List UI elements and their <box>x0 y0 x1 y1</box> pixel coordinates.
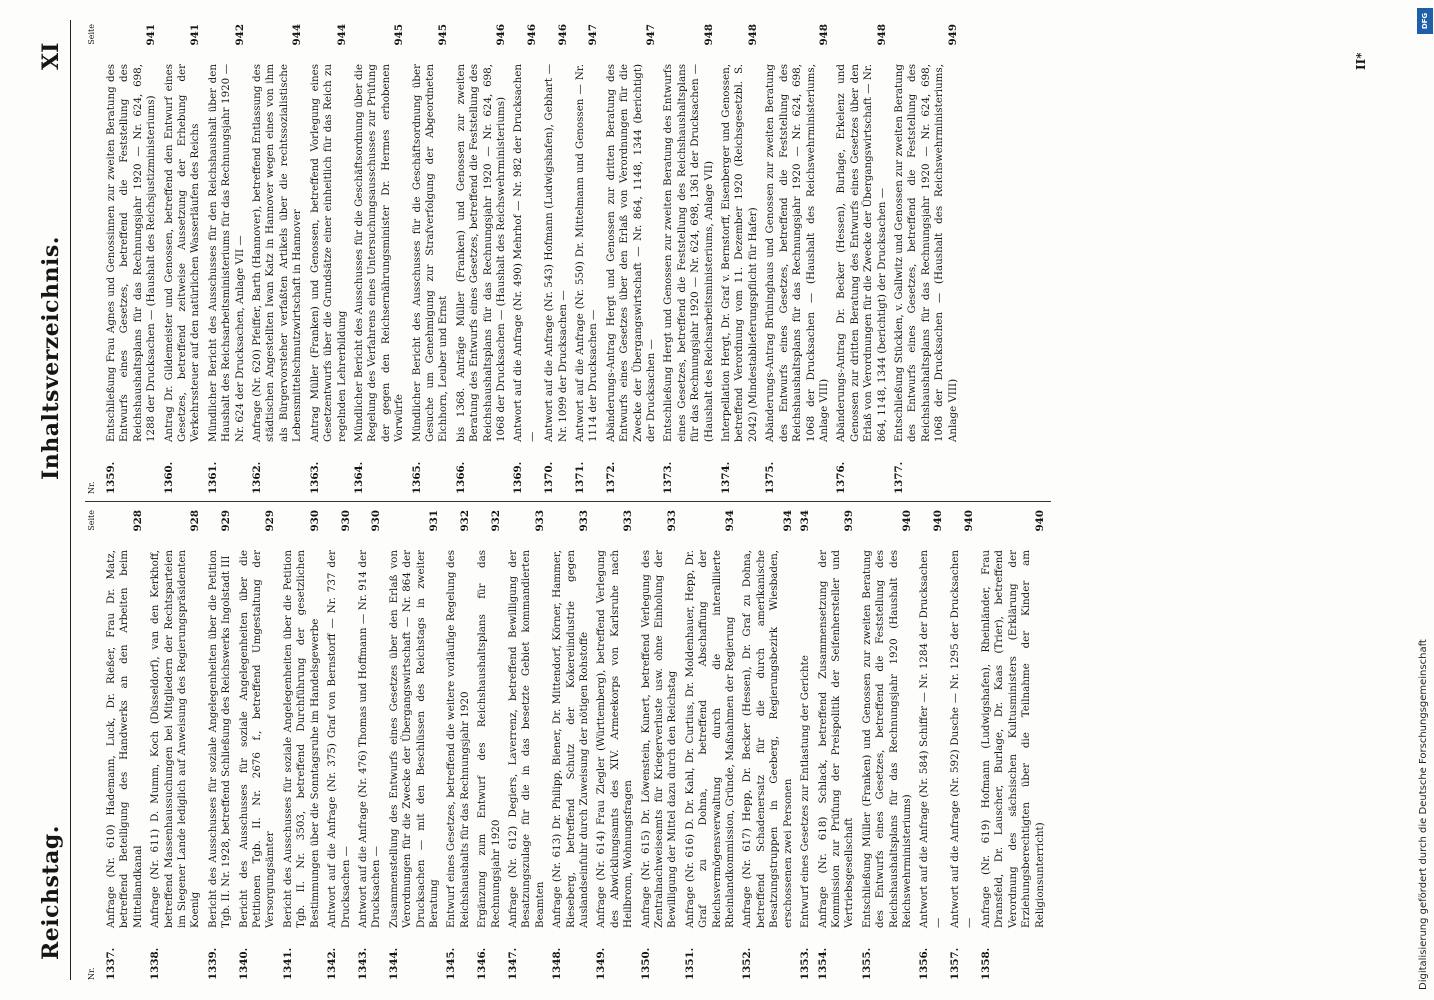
entry-page: 941 <box>145 24 158 46</box>
entry-text: Antwort auf die Anfrage (Nr. 543) Hofmann (Ludwigshafen), Gebhart — Nr. 1099 der Drucksachen — <box>543 64 569 442</box>
index-entry <box>574 24 601 494</box>
index-entry <box>835 24 889 494</box>
entry-number: 1360. <box>162 461 175 494</box>
entry-text: Mündlicher Bericht des Ausschusses für die Geschäftsordnung über Gesuche um Genehmigung zur Strafverfolgung der Abgeordneten Eichhorn, Leuber und Ernst <box>410 64 450 442</box>
right-entry-list <box>105 24 960 494</box>
entry-text: Entwurf eines Gesetzes, betreffend die weitere vorläufige Regelung des Reichshaushalts für das Rechnungsjahr 1920 <box>445 550 471 928</box>
rotated-page-content <box>5 0 1405 1000</box>
entry-text: Ergänzung zum Entwurf des Reichshaushaltsplans für das Rechnungsjahr 1920 <box>476 550 502 928</box>
entry-text: Anfrage (Nr. 612) Degiers, Laverrenz, betreffend Bewilligung der Besatzungszulage für die in das besetzte Gebiet kommandierten Beamten <box>506 550 546 928</box>
entry-number: 1347. <box>506 947 519 980</box>
index-entry <box>918 510 945 980</box>
entry-page: 932 <box>458 510 471 532</box>
entry-number: 1346. <box>476 947 489 980</box>
digitization-note: Digitalisierung gefördert durch die Deutsche Forschungsgemeinschaft <box>1418 639 1429 990</box>
nr-label: Nr. <box>87 967 96 980</box>
signature-mark: II* <box>1354 52 1368 70</box>
entry-page: 946 <box>556 24 569 46</box>
entry-page: 949 <box>946 24 959 46</box>
entry-number: 1349. <box>595 947 608 980</box>
index-entry <box>720 24 760 494</box>
index-entry <box>799 510 812 980</box>
index-entry <box>949 510 976 980</box>
entry-page: 948 <box>746 24 759 46</box>
entry-number: 1358. <box>979 947 992 980</box>
entry-page: 948 <box>875 24 888 46</box>
entry-page: 934 <box>781 510 794 532</box>
entry-page: 945 <box>393 24 406 46</box>
entry-text: Antwort auf die Anfrage (Nr. 592) Dusche — Nr. 1295 der Drucksachen — <box>949 550 975 928</box>
entry-text: Anfrage (Nr. 617) Hepp, Dr. Becker (Hessen), Dr. Graf zu Dohna, betreffend Schadenersatz für die durch amerikanische Besatzungstruppen in Geeberg, Regierungsbezirk Wiesbaden, erschossenen zwei Personen <box>741 550 794 928</box>
entry-text: Bericht des Ausschusses für soziale Angelegenheiten über die Petitionen Tgb. II. Nr. 2676 f., betreffend Umgestaltung der Versorgungsämter <box>237 550 277 928</box>
entry-page: 929 <box>264 510 277 532</box>
entry-number: 1341. <box>281 947 294 980</box>
entry-page: 944 <box>335 24 348 46</box>
entry-number: 1359. <box>105 461 117 494</box>
index-entry <box>251 24 305 494</box>
entry-page: 933 <box>533 510 546 532</box>
index-entry <box>238 510 278 980</box>
entry-number: 1344. <box>387 947 400 980</box>
entry-page: 934 <box>799 510 812 532</box>
entry-number: 1377. <box>892 461 905 494</box>
entry-text: Anfrage (Nr. 618) Schlack, betreffend Zusammensetzung der Kommission zur Prüfung der Preispolitik der Seifenhersteller und Vertriebsgesellschaft <box>816 550 856 928</box>
entry-number: 1375. <box>764 461 777 494</box>
entry-number: 1342. <box>326 947 339 980</box>
entry-text: Entschließung Hergt und Genossen zur zweiten Beratung des Entwurfs eines Gesetzes, betreffend die Feststellung des Reichshaushaltsplans für das Rechnungsjahr 1920 — Nr. 624, 698, 1361 der Drucksachen — (Haushalt des Reichsarbeitsministeriums, Anlage VII) <box>662 64 715 442</box>
entry-number: 1345. <box>445 947 458 980</box>
entry-text: Antrag Dr. Gildemeister und Genossen, betreffend den Entwurf eines Gesetzes, betreffend zeitweise Aussetzung der Erhebung der Verkehrssteuer auf den natürlichen Wasserläufen des Reichs <box>162 64 202 442</box>
entry-page: 930 <box>370 510 383 532</box>
index-entry <box>326 510 353 980</box>
entry-text: Antwort auf die Anfrage (Nr. 584) Schiffer — Nr. 1284 der Drucksachen — <box>918 550 944 928</box>
seite-label: Seite <box>87 24 96 45</box>
left-column <box>85 501 1051 980</box>
entry-text: Abänderungs-Antrag Hergt und Genossen zur dritten Beratung des Entwurfs eines Gesetzes über den Erlaß von Verordnungen für die Zwecke der Übergangswirtschaft — Nr. 864, 1148, 1344 (berichtigt) der Drucksachen — <box>604 64 658 442</box>
entry-number: 1357. <box>949 947 962 980</box>
entry-text: Entschließung Stücklen, v. Gallwitz und Genossen zur zweiten Beratung des Entwurfs eines Gesetzes, betreffend die Feststellung des Reichshaushaltsplans für das Rechnungsjahr 1920 — Nr. 624, 698, 1068 der Drucksachen — (Haushalt des Reichswehrministeriums, Anlage VIII) <box>892 64 959 442</box>
entry-page: 945 <box>437 24 450 46</box>
nr-label: Nr. <box>87 481 96 494</box>
index-entry <box>980 510 1047 980</box>
entry-number: 1354. <box>816 947 829 980</box>
entry-page: 947 <box>645 24 658 46</box>
entry-page: 940 <box>931 510 944 532</box>
entry-number: 1353. <box>799 947 812 980</box>
entry-page: 930 <box>339 510 352 532</box>
right-column-head <box>85 24 99 494</box>
index-entry <box>595 510 635 980</box>
entry-text: Bericht des Ausschusses für soziale Angelegenheiten über die Petition Tgb. II. Nr. 1928, betreffend Schließung des Reichswerks Ingolstadt III <box>206 550 233 928</box>
index-entry <box>507 510 547 980</box>
entry-page: 941 <box>189 24 202 46</box>
index-entry <box>476 510 503 980</box>
entry-number: 1364. <box>352 461 365 494</box>
entry-page: 934 <box>724 510 737 532</box>
index-entry <box>764 24 831 494</box>
entry-number: 1355. <box>860 947 873 980</box>
index-entry <box>357 510 384 980</box>
entry-number: 1362. <box>251 461 264 494</box>
index-entry <box>411 24 451 494</box>
index-entry <box>353 24 407 494</box>
entry-page: 946 <box>525 24 538 46</box>
entry-text: Anfrage (Nr. 619) Hofmann (Ludwigshafen), Rheinländer, Frau Dransfeld, Dr. Lauscher, Burlage, Dr. Kaas (Trier), betreffend Verordnung des sächsischen Kultusministers (Erklärung der Erziehungsberechtigten über die Teilnahme der Kinder am Religionsunterricht) <box>979 550 1046 928</box>
entry-text: Entschließung Frau Agnes und Genossinnen zur zweiten Beratung des Entwurfs eines Gesetzes, betreffend die Feststellung des Reichshaushaltsplans für das Rechnungsjahr 1920 — Nr. 624, 698, 1288 der Drucksachen — (Haushalt des Reichsjustizministeriums) <box>105 64 158 442</box>
entry-text: Interpellation Hergt, Dr. Graf v. Bernstorff, Eisenberger und Genossen, betreffend Verordnung vom 11. Dezember 1920 (Reichsgesetzbl. S. 2042) (Mindestablieferungspflicht für Hafer) <box>720 64 759 442</box>
entry-text: Antwort auf die Anfrage (Nr. 375) Graf von Bernstorff — Nr. 737 der Drucksachen — <box>326 550 352 928</box>
entry-number: 1348. <box>551 947 564 980</box>
index-entry <box>455 24 509 494</box>
entry-page: 930 <box>308 510 321 532</box>
entry-number: 1343. <box>356 947 369 980</box>
entry-number: 1350. <box>639 947 652 980</box>
index-entry <box>207 510 234 980</box>
entry-page: 931 <box>427 510 440 532</box>
entry-text: Anfrage (Nr. 611) D. Mumm, Koch (Düsseldorf), van den Kerkhoff, betreffend Massenhaussuchungen bei Mitgliedern der Rechtsparteien im Siegener Lande lediglich auf Anweisung des Regierungspräsidenten Koenig <box>149 550 202 928</box>
entry-number: 1363. <box>308 461 321 494</box>
entry-number: 1337. <box>105 947 117 980</box>
entry-text: Abänderungs-Antrag Dr. Becker (Hessen), Burlage, Erkelenz und Genossen zur dritten Beratung des Entwurfs eines Gesetzes über den Erlaß von Verordnungen für die Zwecke der Übergangswirtschaft — Nr. 864, 1148, 1344 (berichtigt) der Drucksachen — <box>835 64 888 442</box>
entry-number: 1365. <box>410 461 423 494</box>
entry-page: 940 <box>1033 510 1046 532</box>
entry-text: Mündlicher Bericht des Ausschusses für den Reichshaushalt über den Haushalt des Reichsarbeitsministeriums für das Rechnungsjahr 1920 — Nr. 624 der Drucksachen, Anlage VII — <box>206 64 246 442</box>
entry-number: 1361. <box>206 461 219 494</box>
index-entry <box>309 24 349 494</box>
entry-text: bis 1368. Anträge Müller (Franken) und Genossen zur zweiten Beratung des Entwurfs eines Gesetzes, betreffend die Feststellung des Reichshaushaltsplans für das Rechnungsjahr 1920 — Nr. 624, 698, 1068 der Drucksachen — (Haushalt des Reichswehrministeriums) <box>454 64 507 442</box>
index-entry <box>640 510 680 980</box>
entry-number: 1371. <box>574 461 586 494</box>
entry-number: 1373. <box>662 461 675 494</box>
index-entry <box>551 510 591 980</box>
entry-number: 1376. <box>835 461 848 494</box>
entry-number: 1366. <box>454 461 467 494</box>
dfg-logo-text: DFG <box>1421 12 1429 30</box>
entry-text: Antwort auf die Anfrage (Nr. 476) Thomas und Hoffmann — Nr. 914 der Drucksachen — <box>356 550 383 928</box>
entry-page: 948 <box>817 24 830 46</box>
entry-text: Entschließung Müller (Franken) und Genossen zur zweiten Beratung des Entwurfs eines Gesetzes, betreffend die Feststellung des Reichshaushaltsplans für das Rechnungsjahr 1920 (Haushalt des Reichswehrministeriums) <box>860 550 913 928</box>
index-entry <box>543 24 570 494</box>
index-entry <box>207 24 247 494</box>
index-entry <box>662 24 716 494</box>
entry-page: 944 <box>291 24 304 46</box>
entry-text: Antrag Müller (Franken) und Genossen, betreffend Vorlegung eines Gesetzentwurfs über die Grundsätze einer einheitlich für das Reich zu regelnden Lehrerbildung <box>308 64 348 442</box>
entry-page: 947 <box>587 24 600 46</box>
entry-page: 939 <box>843 510 856 532</box>
entry-text: Anfrage (Nr. 613) Dr. Philipp, Biener, Dr. Mittendorf, Körner, Hammer, Rieseberg, betreffend Schutz der Kokereiindustrie gegen Auslandseinfuhr durch Zuweisung der nötigen Rohstoffe <box>551 550 590 928</box>
dfg-logo <box>1417 8 1433 34</box>
entry-text: Entwurf eines Gesetzes zur Entlastung der Gerichte <box>799 655 812 928</box>
index-entry <box>105 24 159 494</box>
header-rule <box>70 20 71 980</box>
entry-text: Abänderungs-Antrag Brüninghaus und Genossen zur zweiten Beratung des Entwurfs eines Gesetzes, betreffend die Feststellung des Reichshaushaltsplans für das Rechnungsjahr 1920 — Nr. 624, 698, 1068 der Drucksachen — (Haushalt des Reichswehrministeriums, Anlage VIII) <box>764 64 830 442</box>
entry-text: Anfrage (Nr. 614) Frau Ziegler (Württemberg), betreffend Verlegung des Abwicklungsamts des XIV. Armeekorps von Karlsruhe nach Heilbronn, Wohnungsfragen <box>595 550 635 928</box>
header-left-title: Reichstag. <box>38 825 64 960</box>
entry-page: 940 <box>962 510 975 532</box>
entry-page: 929 <box>220 510 233 532</box>
index-entry <box>388 510 442 980</box>
entry-number: 1339. <box>206 947 219 980</box>
index-entry <box>861 510 915 980</box>
entry-page: 928 <box>189 510 202 532</box>
entry-number: 1372. <box>604 461 617 494</box>
index-entry <box>105 510 145 980</box>
entry-text: Anfrage (Nr. 615) Dr. Löwenstein, Kunert, betreffend Verlegung des Zentralnachweiseamts für Kriegerverluste usw. ohne Einholung der Bewilligung der Mittel dazu durch den Reichstag <box>639 550 679 928</box>
index-entry <box>684 510 738 980</box>
entry-number: 1338. <box>149 947 162 980</box>
entry-page: 933 <box>666 510 679 532</box>
entry-page: 933 <box>578 510 590 532</box>
entry-page: 940 <box>900 510 913 532</box>
entry-page: 946 <box>494 24 507 46</box>
entry-text: Antwort auf die Anfrage (Nr. 490) Mehrhof — Nr. 982 der Drucksachen — <box>512 64 538 442</box>
page-header <box>35 0 85 1000</box>
entry-number: 1374. <box>720 461 733 494</box>
entry-text: Anfrage (Nr. 616) D. Dr. Kahl, Dr. Curtius, Dr. Moldenhauer, Hepp, Dr. Graf zu Dohna, betreffend Abschaffung der Reichsvermögensverwaltung durch die interalliierte Rheinlandkommission, Gründe, Maßnahmen der Regierung <box>683 550 737 928</box>
index-entry <box>605 24 659 494</box>
index-entry <box>893 24 960 494</box>
entry-page: 932 <box>489 510 502 532</box>
entry-text: Bericht des Ausschusses für soziale Angelegenheiten über die Petition Tgb. II. Nr. 3503, betreffend Durchführung der gesetzlichen Bestimmungen über die Sonntagsruhe im Handelsgewerbe <box>281 550 321 928</box>
entry-number: 1351. <box>683 947 696 980</box>
entry-text: Zusammenstellung des Entwurfs eines Gesetzes über den Erlaß von Verordnungen für die Zwecke der Übergangswirtschaft — Nr. 864 der Drucksachen — mit den Beschlüssen des Reichstags in zweiter Beratung <box>387 550 440 928</box>
entry-number: 1356. <box>918 947 931 980</box>
entry-number: 1369. <box>512 461 525 494</box>
left-column-head <box>85 510 99 980</box>
index-entry <box>512 24 539 494</box>
index-entry <box>817 510 857 980</box>
index-entry <box>741 510 795 980</box>
entry-page: 942 <box>233 24 246 46</box>
entry-page: 933 <box>622 510 635 532</box>
entry-number: 1352. <box>741 947 754 980</box>
index-entry <box>149 510 203 980</box>
entry-text: Antwort auf die Anfrage (Nr. 550) Dr. Mittelmann und Genossen — Nr. 1114 der Drucksachen — <box>574 64 600 442</box>
entry-number: 1370. <box>543 461 556 494</box>
header-page-numeral: XI <box>38 42 64 70</box>
index-entry <box>163 24 203 494</box>
header-center-title: Inhaltsverzeichnis. <box>38 236 64 480</box>
seite-label: Seite <box>87 510 96 531</box>
entry-number: 1340. <box>237 947 250 980</box>
index-entry <box>445 510 472 980</box>
entry-page: 928 <box>131 510 144 532</box>
entry-text: Anfrage (Nr. 620) Pfeiffer, Barth (Hannover), betreffend Entlassung des städtischen Angestellten Iwan Katz in Hannover wegen eines von ihm als Bürgervorsteher verfaßten Artikels über die rechtssozialistische Lebensmittelschmutzwirtschaft in Hannover <box>251 64 304 442</box>
entry-text: Mündlicher Bericht des Ausschusses für die Geschäftsordnung über die Regelung des Verfahrens eines Untersuchungsausschusses zur Prüfung der gegen den Reichsernährungsminister Dr. Hermes erhobenen Vorwürfe <box>352 64 406 442</box>
entry-text: Anfrage (Nr. 610) Hademann, Luck, Dr. Rießer, Frau Dr. Matz, betreffend Beteiligung des Handwerks an den Arbeiten beim Mittellandkanal <box>105 550 144 928</box>
index-entry <box>282 510 322 980</box>
left-entry-list <box>105 510 1047 980</box>
entry-page: 948 <box>702 24 715 46</box>
right-column <box>85 24 964 494</box>
